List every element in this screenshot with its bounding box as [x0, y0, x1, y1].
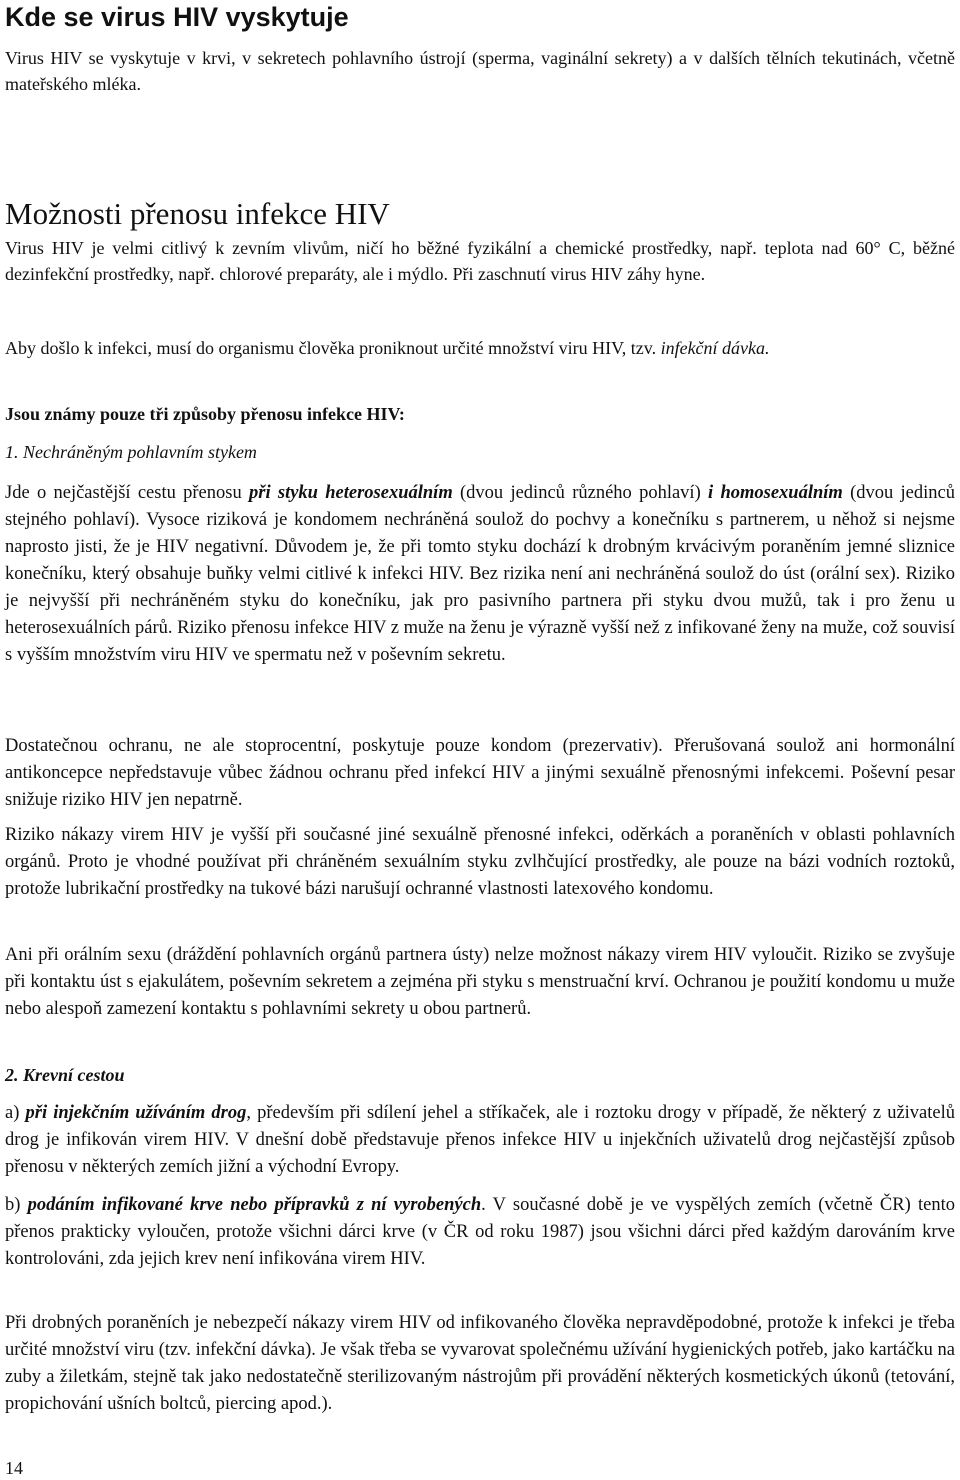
text-segment: b) [5, 1195, 28, 1215]
intro-paragraph: Virus HIV se vyskytuje v krvi, v sekretech pohlavního ústrojí (sperma, vaginální sekrety) a v dalších tělních tekutinách, včetně mateřského mléka. [5, 48, 955, 94]
emphasis-heterosexual: při styku heterosexuálním [249, 483, 453, 503]
text-segment: a) [5, 1103, 26, 1123]
page-number: 14 [5, 1458, 23, 1478]
emphasis-blood-products: podáním infikované krve nebo přípravků z ní vyrobených [27, 1195, 482, 1215]
text-segment: (dvou jedinců stejného pohlaví). Vysoce riziková je kondomem nechráněná soulož do pochvy a konečníku s partnerem, u něhož si nejsme naprosto jisti, že je HIV negativní. Důvodem je, že při tomto styku dochází k drobným krvácivým poraněním jemné sliznice konečníku, který obsahuje buňky velmi citlivé k infekci HIV. Bez rizika není ani nechráněná soulož do úst (orální sex). Riziko je nejvyšší při nechráněném styku do konečníku, jak pro pasivního partnera při styku dvou mužů, tak i pro ženu u heterosexuálních párů. Riziko přenosu infekce HIV z muže na ženu je výrazně vyšší než z infikované ženy na muže, což souvisí s vyšším množstvím viru HIV ve spermatu než v poševním sekretu. [5, 483, 955, 665]
paragraph-risk-factors: Riziko nákazy virem HIV je vyšší při současné jiné sexuálně přenosné infekci, oděrkách a poraněních v oblasti pohlavních orgánů. Proto je vhodné používat při chráněném sexuálním styku zvlhčující prostředky, ale pouze na bázi vodních roztoků, protože lubrikační prostředky na tukové bázi narušují ochranné vlastnosti latexového kondomu. [5, 825, 955, 899]
paragraph-virus-sensitivity: Virus HIV je velmi citlivý k zevním vlivům, ničí ho běžné fyzikální a chemické prostředky, např. teplota nad 60° C, běžné dezinfekční prostředky, např. chlorové preparáty, ale i mýdlo. Při zaschnutí virus HIV záhy hyne. [5, 238, 955, 284]
paragraph-protection: Dostatečnou ochranu, ne ale stoprocentní, poskytuje pouze kondom (prezervativ). Přerušovaná soulož ani hormonální antikoncepce nepředstavuje vůbec žádnou ochranu před infekcí HIV a jinými sexuálně přenosnými infekcemi. Poševní pesar snižuje riziko HIV jen nepatrně. [5, 736, 955, 810]
emphasis-homosexual: i homosexuálním [708, 483, 843, 503]
text-segment: . V současné době je ve vyspělých zemích (včetně ČR) tento přenos prakticky vyloučen, protože všichni dárci krve (v ČR od roku 1987) jsou všichni dárci před každým darováním krve kontrolováni, zda jejich krev není infikována virem HIV. [5, 1195, 955, 1269]
paragraph-sexual-transmission [5, 480, 955, 669]
transmission-ways-heading: Jsou známy pouze tři způsoby přenosu infekce HIV: [5, 404, 405, 424]
heading-blood-transmission: 2. Krevní cestou [5, 1065, 125, 1085]
section-title: Možnosti přenosu infekce HIV [5, 196, 390, 231]
paragraph-blood-products [5, 1192, 955, 1273]
text-segment: (dvou jedinců různého pohlaví) [452, 483, 709, 503]
paragraph-infection-dose-text: Aby došlo k infekci, musí do organismu člověka proniknout určité množství viru HIV, tzv. [5, 338, 661, 358]
infection-dose-term: infekční dávka. [660, 338, 770, 358]
page-title: Kde se virus HIV vyskytuje [5, 2, 349, 32]
text-segment: Jde o nejčastější cestu přenosu [5, 483, 249, 503]
text-segment: , především při sdílení jehel a stříkaček, ale i roztoku drogy v případě, že některý z uživatelů drog je infikován virem HIV. V dnešní době představuje přenos infekce HIV u injekčních uživatelů drog nejčastější způsob přenosu v některých zemích jižní a východní Evropy. [5, 1103, 955, 1177]
paragraph-minor-injuries: Při drobných poraněních je nebezpečí nákazy virem HIV od infikovaného člověka nepravděpodobné, protože k infekci je třeba určité množství viru (tzv. infekční dávka). Je však třeba se vyvarovat společnému užívání hygienických potřeb, jako kartáčku na zuby a žiletkám, stejně tak jako nedostatečně sterilizovaným nástrojům při provádění některých kosmetických úkonů (tetování, propichování ušních boltců, piercing apod.). [5, 1313, 955, 1414]
emphasis-drug-injection: při injekčním užíváním drog [25, 1103, 247, 1123]
paragraph-drug-injection [5, 1100, 955, 1181]
paragraph-infection-dose [5, 336, 955, 362]
paragraph-oral-sex: Ani při orálním sexu (dráždění pohlavních orgánů partnera ústy) nelze možnost nákazy virem HIV vyloučit. Riziko se zvyšuje při kontaktu úst s ejakulátem, poševním sekretem a zejména při styku s menstruační krví. Ochranou je použití kondomu u muže nebo alespoň zamezení kontaktu s pohlavními sekrety u obou partnerů. [5, 945, 955, 1019]
heading-sexual-transmission: 1. Nechráněným pohlavním stykem [5, 442, 257, 462]
